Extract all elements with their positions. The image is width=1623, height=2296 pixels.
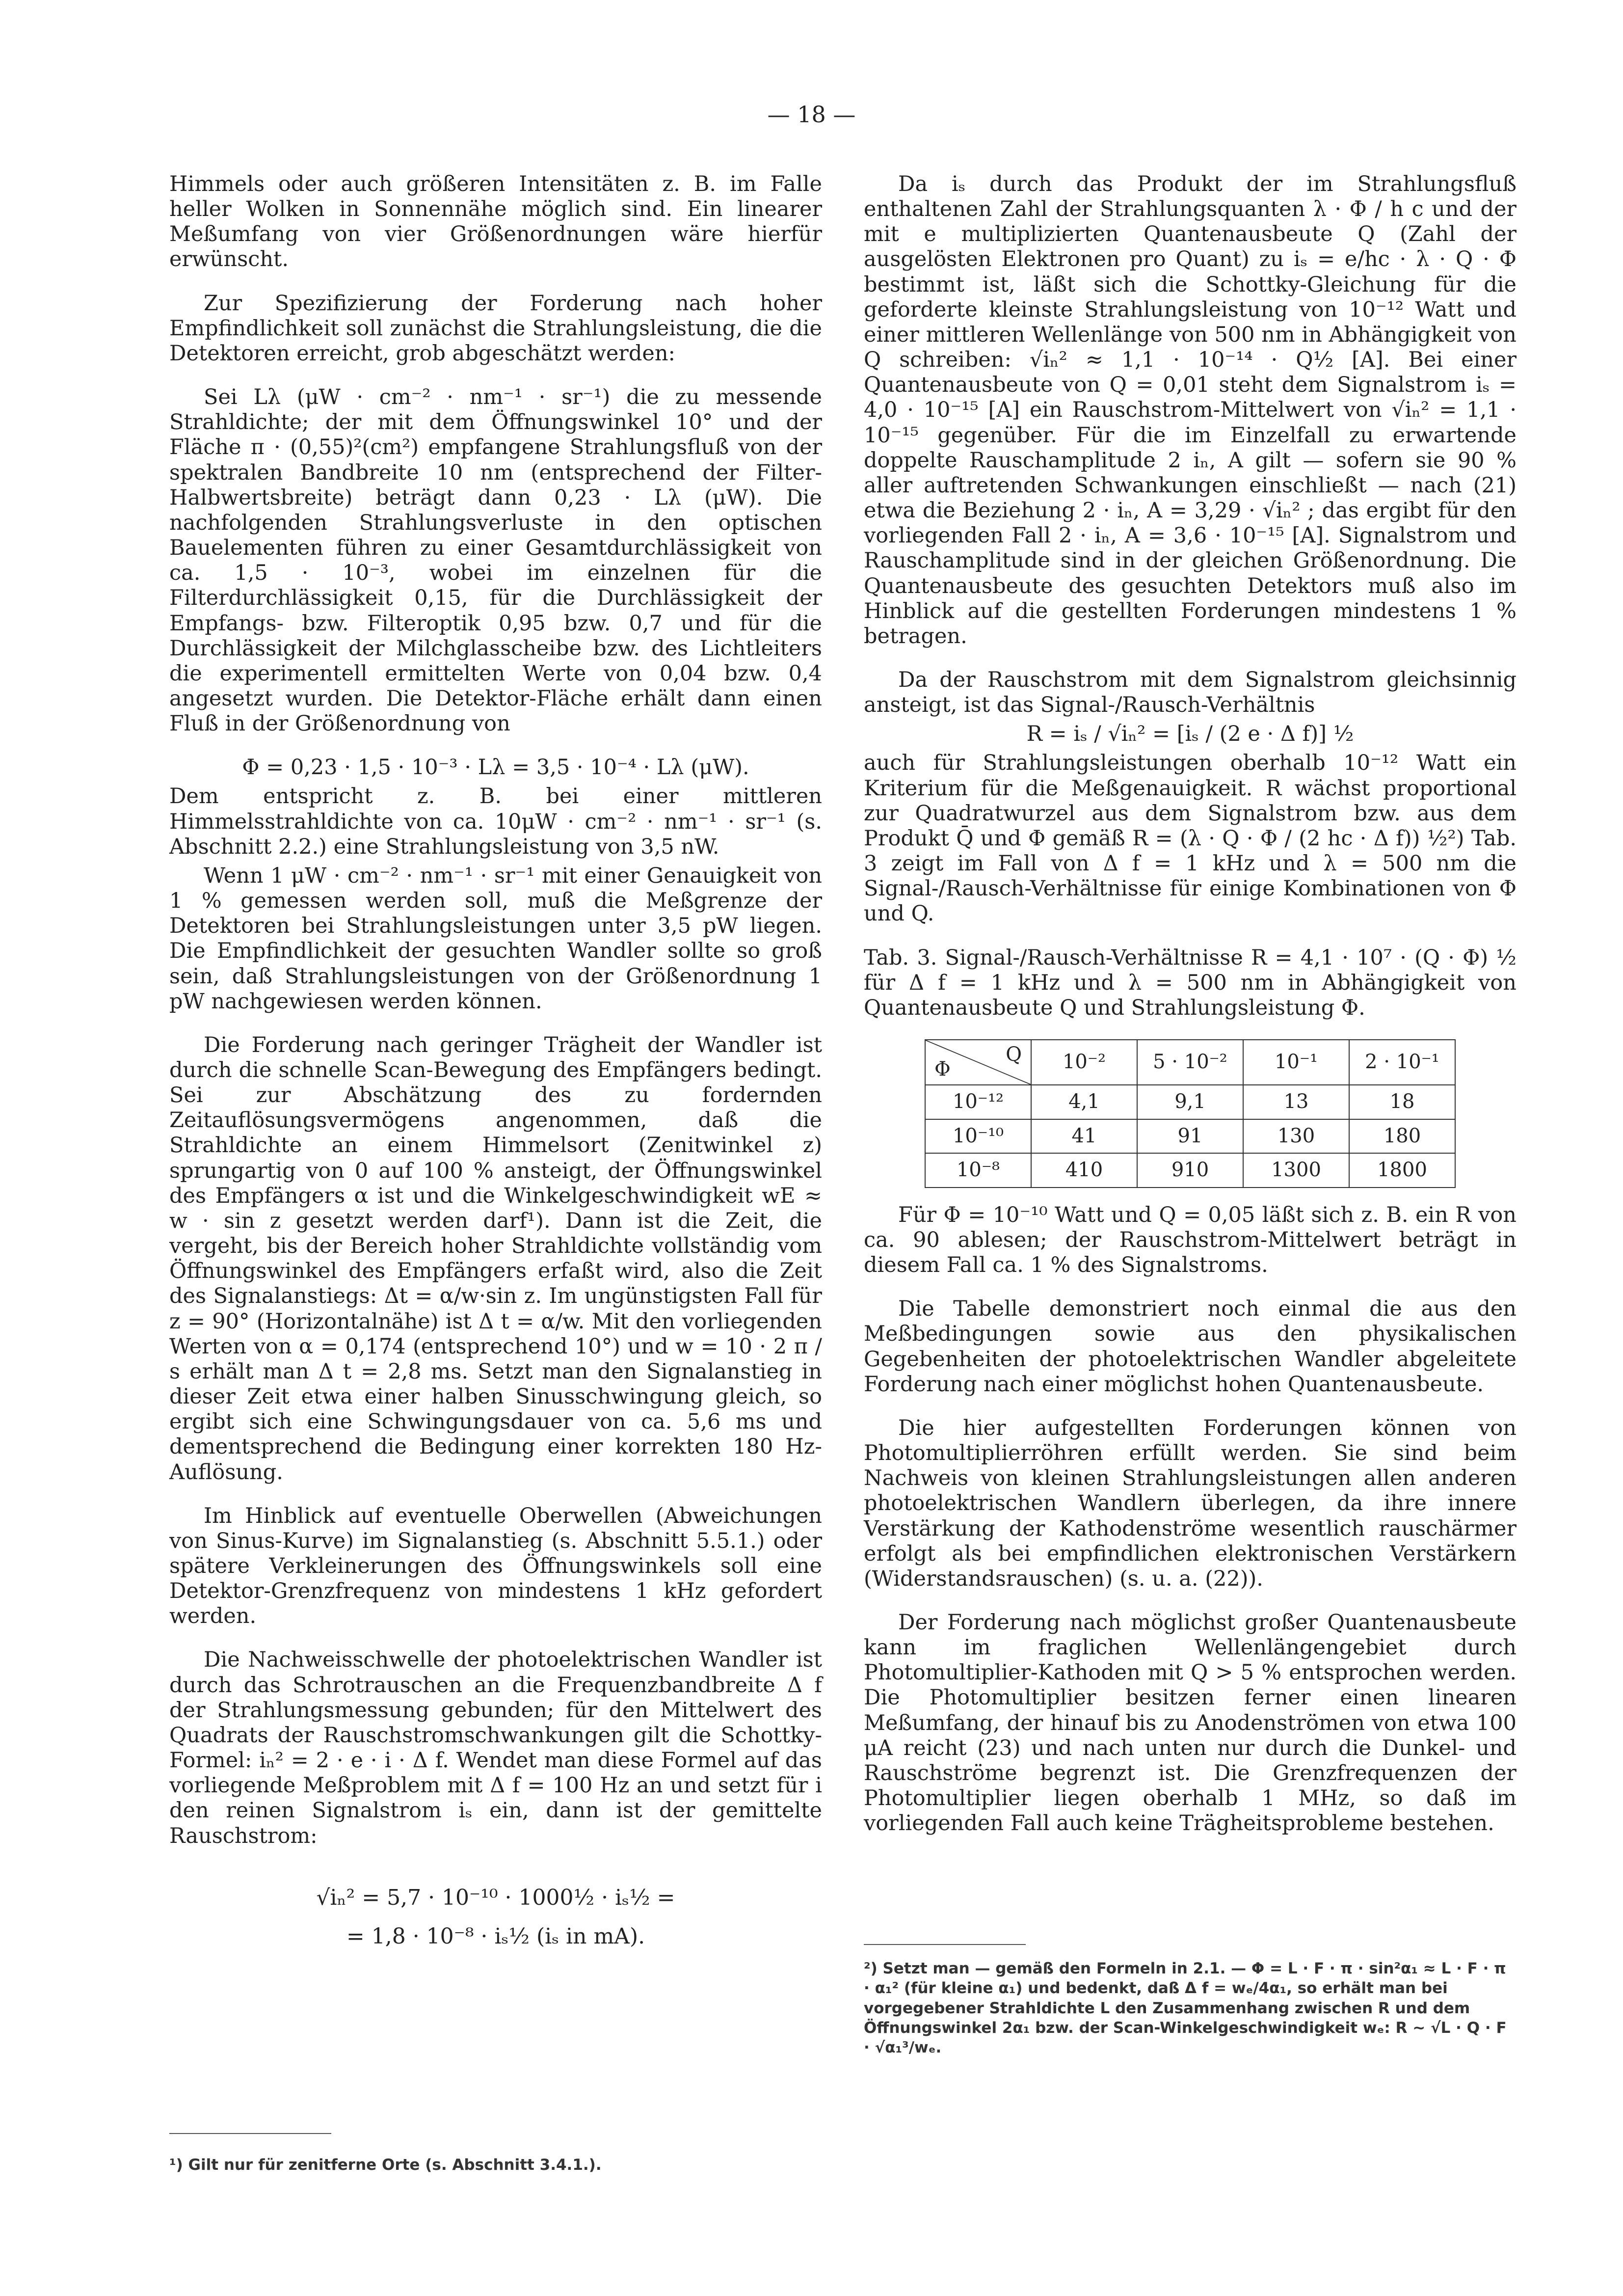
right-column — [864, 172, 1517, 1855]
table-cell: 1300 — [1243, 1153, 1349, 1188]
table-cell: 13 — [1243, 1085, 1349, 1119]
display-equation — [169, 1878, 822, 1956]
table-cell: 41 — [1031, 1119, 1137, 1154]
paragraph: Da der Rauschstrom mit dem Signalstrom gleichsinnig ansteigt, ist das Signal-/Rausch-Verhältnis — [864, 667, 1517, 718]
footnote-rule — [864, 1944, 1026, 1945]
table-cell: 4,1 — [1031, 1085, 1137, 1119]
paragraph: Die Forderung nach geringer Trägheit der Wandler ist durch die schnelle Scan-Bewegung des Empfängers bedingt. Sei zur Abschätzung des zu fordernden Zeitauflösungsvermögens angenommen, daß die Strahldichte an einem Himmelsort (Zenitwinkel z) sprungartig von 0 auf 100 % ansteigt, der Öffnungswinkel des Empfängers α ist und die Winkelgeschwindigkeit wE ≈ w · sin z gesetzt werden darf¹). Dann ist die Zeit, die vergeht, bis der Bereich hoher Strahldichte vollständig vom Öffnungswinkel des Empfängers erfaßt wird, also die Zeit des Signalanstiegs: Δt = α/w·sin z. Im ungünstigsten Fall für z = 90° (Horizontalnähe) ist Δ t = α/w. Mit den vorliegenden Werten von α = 0,174 (entsprechend 10°) und w = 10 · 2 π / s erhält man Δ t = 2,8 ms. Setzt man den Signalanstieg in dieser Zeit etwa einer halben Sinusschwingung gleich, so ergibt sich eine Schwingungsdauer von ca. 5,6 ms und dementsprechend die Bedingung einer korrekten 180 Hz-Auflösung. — [169, 1032, 822, 1485]
paragraph: Der Forderung nach möglichst großer Quantenausbeute kann im fraglichen Wellenlängengebiet durch Photomultiplier-Kathoden mit Q > 5 % entsprochen werden. Die Photomultiplier besitzen ferner einen linearen Meßumfang, der hinauf bis zu Anodenströmen von etwa 100 μA reicht (23) und nach unten nur durch die Dunkel- und Rauschströme begrenzt ist. Die Grenzfrequenzen der Photomultiplier liegen oberhalb 1 MHz, so daß im vorliegenden Fall auch keine Trägheitsprobleme bestehen. — [864, 1610, 1517, 1836]
table-row — [925, 1085, 1455, 1119]
page-number: — 18 — — [767, 101, 856, 128]
table-row — [925, 1153, 1455, 1188]
corner-label-phi: Φ — [934, 1058, 951, 1081]
table-row — [925, 1119, 1455, 1154]
equation-line: √iₙ² = 5,7 · 10⁻¹⁰ · 1000½ · iₛ½ = — [316, 1885, 675, 1910]
left-column — [169, 172, 822, 1956]
table-cell: 180 — [1349, 1119, 1455, 1154]
column-header: 2 · 10⁻¹ — [1349, 1040, 1455, 1085]
column-header: 5 · 10⁻² — [1137, 1040, 1243, 1085]
formula: Φ = 0,23 · 1,5 · 10⁻³ · Lλ = 3,5 · 10⁻⁴ · Lλ (μW). — [242, 755, 749, 780]
paragraph: Da iₛ durch das Produkt der im Strahlungsfluß enthaltenen Zahl der Strahlungsquanten λ · Φ / h c und der mit e multiplizierten Quantenausbeute Q (Zahl der ausgelösten Elektronen pro Quant) zu iₛ = e/hc · λ · Q · Φ bestimmt ist, läßt sich die Schottky-Gleichung für die geforderte kleinste Strahlungsleistung von 10⁻¹² Watt und einer mittleren Wellenlänge von 500 nm in Abhängigkeit von Q schreiben: √iₙ² ≈ 1,1 · 10⁻¹⁴ · Q½ [A]. Bei einer Quantenausbeute von Q = 0,01 steht dem Signalstrom iₛ = 4,0 · 10⁻¹⁵ [A] ein Rauschstrom-Mittelwert von √iₙ² = 1,1 · 10⁻¹⁵ gegenüber. Für die im Einzelfall zu erwartende doppelte Rauschamplitude 2 iₙ, A gilt — sofern sie 90 % aller auftretenden Schwankungen einschließt — nach (21) etwa die Beziehung 2 · iₙ, A = 3,29 · √iₙ² ; das ergibt für den vorliegenden Fall 2 · iₙ, A = 3,6 · 10⁻¹⁵ [A]. Signalstrom und Rauschamplitude sind in der gleichen Größenordnung. Die Quantenausbeute des gesuchten Detektors muß also im Hinblick auf die gestellten Forderungen mindestens 1 % betragen. — [864, 172, 1517, 648]
table-cell: 91 — [1137, 1119, 1243, 1154]
paragraph: Für Φ = 10⁻¹⁰ Watt und Q = 0,05 läßt sich z. B. ein R von ca. 90 ablesen; der Rauschstrom-Mittelwert beträgt in diesem Fall ca. 1 % des Signalstroms. — [864, 1202, 1517, 1278]
row-header: 10⁻¹⁰ — [925, 1119, 1031, 1154]
table-caption: Tab. 3. Signal-/Rausch-Verhältnisse R = 4,1 · 10⁷ · (Q · Φ) ½ für Δ f = 1 kHz und λ = 500 nm in Abhängigkeit von Quantenausbeute Q und Strahlungsleistung Φ. — [864, 945, 1517, 1020]
footnote: ¹) Gilt nur für zenitferne Orte (s. Abschnitt 3.4.1.). — [169, 2156, 602, 2174]
table-cell: 910 — [1137, 1153, 1243, 1188]
table-header-row — [925, 1040, 1455, 1085]
paragraph: Im Hinblick auf eventuelle Oberwellen (Abweichungen von Sinus-Kurve) im Signalanstieg (s. Abschnitt 5.5.1.) oder spätere Verkleinerungen des Öffnungswinkels soll eine Detektor-Grenzfrequenz von mindestens 1 kHz gefordert werden. — [169, 1503, 822, 1629]
row-header: 10⁻⁸ — [925, 1153, 1031, 1188]
paragraph: Zur Spezifizierung der Forderung nach hoher Empfindlichkeit soll zunächst die Strahlungsleistung, die die Detektoren erreicht, grob abgeschätzt werden: — [169, 291, 822, 366]
table-cell: 1800 — [1349, 1153, 1455, 1188]
paragraph: Die hier aufgestellten Forderungen können von Photomultiplierröhren erfüllt werden. Sie sind beim Nachweis von kleinen Strahlungsleistungen allen anderen photoelektrischen Wandlern überlegen, da ihre innere Verstärkung der Kathodenströme wesentlich rauschärmer erfolgt als bei empfindlichen elektronischen Verstärkern (Widerstandsrauschen) (s. u. a. (22)). — [864, 1415, 1517, 1591]
equation-line: = 1,8 · 10⁻⁸ · iₛ½ (iₛ in mA). — [346, 1923, 645, 1949]
table-cell: 18 — [1349, 1085, 1455, 1119]
corner-label-q: Q — [1006, 1043, 1022, 1066]
footnote-rule — [169, 2133, 331, 2134]
table-cell: 9,1 — [1137, 1085, 1243, 1119]
row-header: 10⁻¹² — [925, 1085, 1031, 1119]
paragraph: Dem entspricht z. B. bei einer mittleren Himmelsstrahldichte von ca. 10μW · cm⁻² · nm⁻¹ · sr⁻¹ (s. Abschnitt 2.2.) eine Strahlungsleistung von 3,5 nW. — [169, 784, 822, 859]
formula: R = iₛ / √iₙ² = [iₛ / (2 e · Δ f)] ½ — [1026, 722, 1354, 747]
table-cell: 130 — [1243, 1119, 1349, 1154]
paragraph: Himmels oder auch größeren Intensitäten z. B. im Falle heller Wolken in Sonnennähe möglich sind. Ein linearer Meßumfang von vier Größenordnungen wäre hierfür erwünscht. — [169, 172, 822, 272]
table-corner — [925, 1040, 1031, 1085]
paragraph: Wenn 1 μW · cm⁻² · nm⁻¹ · sr⁻¹ mit einer Genauigkeit von 1 % gemessen werden soll, muß die Meßgrenze der Detektoren bei Strahlungsleistungen unter 3,5 pW liegen. Die Empfindlichkeit der gesuchten Wandler sollte so groß sein, daß Strahlungsleistungen von der Größenordnung 1 pW nachgewiesen werden können. — [169, 863, 822, 1014]
column-header: 10⁻² — [1031, 1040, 1137, 1085]
paragraph: auch für Strahlungsleistungen oberhalb 10⁻¹² Watt ein Kriterium für die Meßgenauigkeit. R wächst proportional zur Quadratwurzel aus dem Signalstrom bzw. aus dem Produkt Q̄ und Φ gemäß R = (λ · Q · Φ / (2 hc · Δ f)) ½²) Tab. 3 zeigt im Fall von Δ f = 1 kHz und λ = 500 nm die Signal-/Rausch-Verhältnisse für einige Kombinationen von Φ und Q. — [864, 751, 1517, 926]
data-table — [925, 1039, 1456, 1188]
paragraph: Sei Lλ (μW · cm⁻² · nm⁻¹ · sr⁻¹) die zu messende Strahldichte; der mit dem Öffnungswinkel 10° und der Fläche π · (0,55)²(cm²) empfangene Strahlungsfluß von der spektralen Bandbreite 10 nm (entsprechend der Filter-Halbwertsbreite) beträgt dann 0,23 · Lλ (μW). Die nachfolgenden Strahlungsverluste in den optischen Bauelementen führen zu einer Gesamtdurchlässigkeit von ca. 1,5 · 10⁻³, wobei im einzelnen für die Filterdurchlässigkeit 0,15, für die Durchlässigkeit der Empfangs- bzw. Filteroptik 0,95 bzw. 0,7 und für die Durchlässigkeit der Milchglasscheibe bzw. des Lichtleiters die experimentell ermittelten Werte von 0,04 bzw. 0,4 angesetzt wurden. Die Detektor-Fläche erhält dann einen Fluß in der Größenordnung von — [169, 385, 822, 736]
footnote: ²) Setzt man — gemäß den Formeln in 2.1. — Φ = L · F · π · sin²α₁ ≈ L · F · π · α₁² (für kleine α₁) und bedenkt, daß Δ f = wₑ/4α₁, so erhält man bei vorgegebener Strahldichte L den Zusammenhang zwischen R und dem Öffnungswinkel 2α₁ bzw. der Scan-Winkelgeschwindigkeit wₑ: R ~ √L · Q · F · √α₁³/wₑ. — [864, 1960, 1507, 2057]
paragraph: Die Tabelle demonstriert noch einmal die aus den Meßbedingungen sowie aus den physikalischen Gegebenheiten der photoelektrischen Wandler abgeleitete Forderung nach einer möglichst hohen Quantenausbeute. — [864, 1297, 1517, 1397]
paragraph: Die Nachweisschwelle der photoelektrischen Wandler ist durch das Schrotrauschen an die Frequenzbandbreite Δ f der Strahlungsmessung gebunden; für den Mittelwert des Quadrats der Rauschstromschwankungen gilt die Schottky-Formel: iₙ² = 2 · e · i · Δ f. Wendet man diese Formel auf das vorliegende Meßproblem mit Δ f = 100 Hz an und setzt für i den reinen Signalstrom iₛ ein, dann ist der gemittelte Rauschstrom: — [169, 1648, 822, 1848]
table-cell: 410 — [1031, 1153, 1137, 1188]
column-header: 10⁻¹ — [1243, 1040, 1349, 1085]
